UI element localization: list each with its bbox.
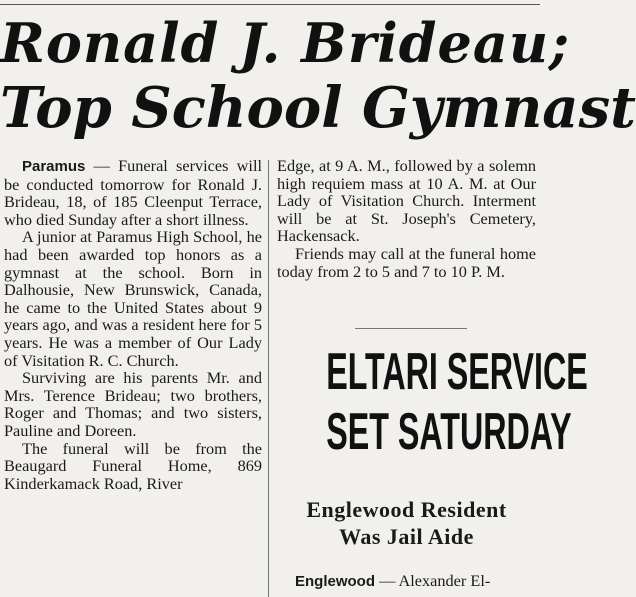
second-deck-line-2: Was Jail Aide (339, 524, 474, 549)
article-dateline: Paramus (22, 158, 86, 175)
article-continued-paragraph-1: Edge, at 9 A. M., followed by a solemn high requiem mass at 10 A. M. at Our Lady of Visitation Church. Interment will be at St. Joseph's Cemetery, Hackensack. (277, 156, 536, 246)
second-headline-line-2: SET SATURDAY (326, 403, 572, 461)
article-paragraph-2: A junior at Paramus High School, he had been awarded top honors as a gymnast at the school. Born in Dalhousie, New Brunswick, Canada, he came to the United States about 9 years ago, and was a resident here for 5 years. He was a member of Our Lady of Visitation R. C. Church. (4, 227, 262, 370)
top-rule (0, 4, 540, 5)
article-paragraph-3: Surviving are his parents Mr. and Mrs. Terence Brideau; two brothers, Roger and Thomas; and two sisters, Pauline and Doreen. (4, 368, 262, 440)
article-continued-paragraph-2: Friends may call at the funeral home today from 2 to 5 and 7 to 10 P. M. (277, 243, 536, 281)
second-headline-line-1: ELTARI SERVICE (326, 343, 588, 401)
article-paragraph-4: The funeral will be from the Beaugard Funeral Home, 869 Kinderkamack Road, River (4, 438, 262, 493)
second-article-paragraph-1 (277, 572, 536, 591)
column-rule (268, 160, 269, 597)
article-column-right (277, 157, 536, 327)
article-column-left (4, 157, 262, 597)
second-deck-line-1: Englewood Resident (306, 497, 507, 522)
article-paragraph-1-text: — Funeral services will be conducted tomorrow for Ronald J. Brideau, 18, of 185 Cleenput Terrace, who died Sunday after a short illness. (4, 156, 262, 229)
second-article-body (277, 572, 536, 597)
headline-line-2: Top School Gymnast (0, 75, 636, 141)
headline-line-1: Ronald J. Brideau; (0, 11, 571, 75)
second-article-lead-text: — Alexander El- (379, 571, 491, 590)
second-article-dateline: Englewood (295, 573, 375, 590)
article-paragraph-1 (4, 157, 262, 228)
section-divider (355, 328, 467, 329)
